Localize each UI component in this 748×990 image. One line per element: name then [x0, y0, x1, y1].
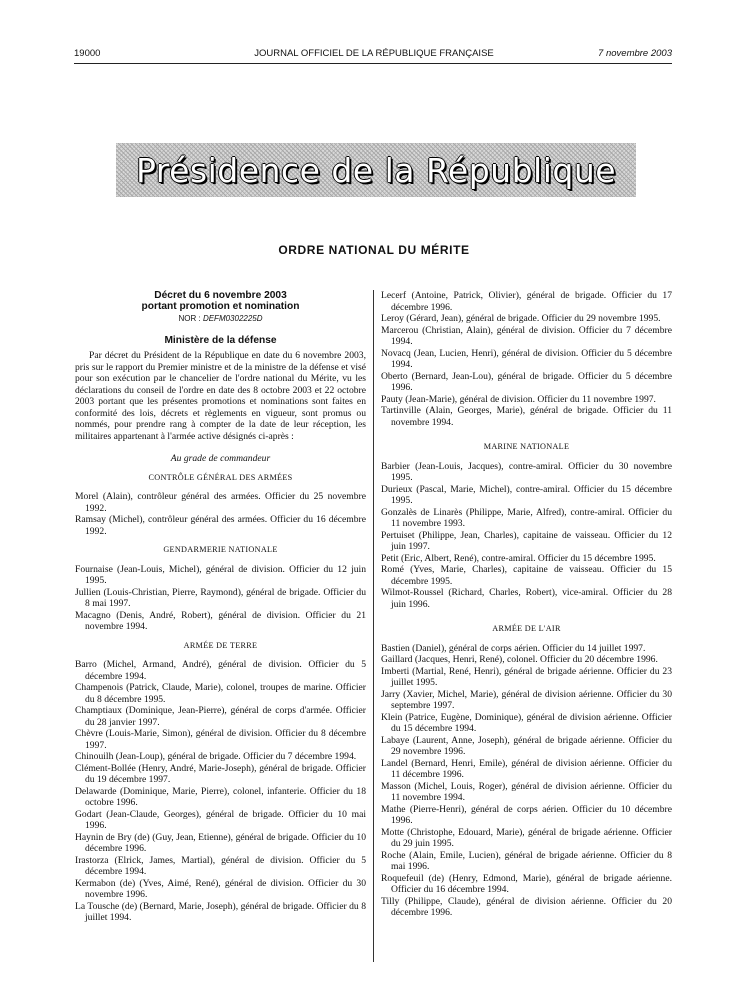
- list-item: Champenois (Patrick, Claude, Marie), colonel, troupes de marine. Officier du 8 décembre 1995.: [75, 682, 366, 705]
- list-item: Marcerou (Christian, Alain), général de division. Officier du 7 décembre 1994.: [381, 324, 672, 347]
- order-title: ORDRE NATIONAL DU MÉRITE: [278, 243, 470, 257]
- header-rule: [74, 63, 672, 64]
- list-item: Oberto (Bernard, Jean-Lou), général de brigade. Officier du 5 décembre 1996.: [381, 370, 672, 393]
- list-item: Tilly (Philippe, Claude), général de division aérienne. Officier du 20 décembre 1996.: [381, 895, 672, 918]
- list-item: Mathe (Pierre-Henri), général de corps aérien. Officier du 10 décembre 1996.: [381, 803, 672, 826]
- list-item: Champtiaux (Dominique, Jean-Pierre), général de corps d'armée. Officier du 28 janvier 1997.: [75, 705, 366, 728]
- list-item: Motte (Christophe, Edouard, Marie), général de brigade aérienne. Officier du 29 juin 1995.: [381, 826, 672, 849]
- list-item: Clément-Bollée (Henry, André, Marie-Joseph), général de brigade. Officier du 19 décembre 1997.: [75, 762, 366, 785]
- list-item: Roche (Alain, Emile, Lucien), général de brigade aérienne. Officier du 8 mai 1996.: [381, 849, 672, 872]
- section-title: ARMÉE DE L'AIR: [492, 624, 561, 633]
- list-item: Barro (Michel, Armand, André), général de division. Officier du 5 décembre 1994.: [75, 659, 366, 682]
- list-item: Bastien (Daniel), général de corps aérien. Officier du 14 juillet 1997.: [381, 642, 646, 654]
- left-sections: [75, 472, 366, 924]
- list-item: Leroy (Gérard, Jean), général de brigade. Officier du 29 novembre 1995.: [381, 313, 661, 324]
- list-item: Chèvre (Louis-Marie, Simon), général de division. Officier du 8 décembre 1997.: [75, 728, 366, 751]
- list-item: Romé (Yves, Marie, Charles), capitaine de vaisseau. Officier du 15 décembre 1995.: [381, 564, 672, 587]
- decree-title: [75, 290, 366, 312]
- banner-title: Présidence de la République: [135, 150, 617, 190]
- grade-heading: Au grade de commandeur: [170, 453, 271, 464]
- right-column: [381, 290, 672, 919]
- list-item: Durieux (Pascal, Marie, Michel), contre-amiral. Officier du 15 décembre 1995.: [381, 483, 672, 506]
- list-item: Morel (Alain), contrôleur général des armées. Officier du 25 novembre 1992.: [75, 491, 366, 514]
- right-sections: [381, 290, 672, 919]
- nor-reference: [75, 313, 366, 325]
- list-item: Klein (Patrice, Eugène, Dominique), général de division aérienne. Officier du 15 décembre 1994.: [381, 711, 672, 734]
- list-item: Irastorza (Elrick, James, Martial), général de division. Officier du 5 décembre 1994.: [75, 854, 366, 877]
- list-item: Lecerf (Antoine, Patrick, Olivier), général de brigade. Officier du 17 décembre 1996.: [381, 290, 672, 313]
- list-item: Jarry (Xavier, Michel, Marie), général de division aérienne. Officier du 30 septembre 1997.: [381, 688, 672, 711]
- list-item: Macagno (Denis, André, Robert), général de division. Officier du 21 novembre 1994.: [75, 609, 366, 632]
- journal-title: JOURNAL OFFICIEL DE LA RÉPUBLIQUE FRANÇAISE: [254, 48, 494, 59]
- list-item: Kermabon (de) (Yves, Aimé, René), général de division. Officier du 30 novembre 1996.: [75, 877, 366, 900]
- section-banner: [116, 143, 636, 197]
- nor-label: NOR :: [178, 314, 201, 323]
- section-title: ARMÉE DE TERRE: [183, 640, 258, 650]
- list-item: Delawarde (Dominique, Marie, Pierre), colonel, infanterie. Officier du 18 octobre 1996.: [75, 785, 366, 808]
- page-number: 19000: [74, 48, 101, 59]
- list-item: Fournaise (Jean-Louis, Michel), général de division. Officier du 12 juin 1995.: [75, 563, 366, 586]
- section-title: MARINE NATIONALE: [483, 442, 570, 451]
- list-item: Chinouilh (Jean-Loup), général de brigade. Officier du 7 décembre 1994.: [75, 751, 357, 762]
- ministry-heading: Ministère de la défense: [164, 334, 277, 346]
- decree-title-line1: Décret du 6 novembre 2003: [154, 290, 287, 301]
- column-divider: [373, 290, 374, 962]
- running-header: [0, 48, 748, 62]
- list-item: Gaillard (Jacques, Henri, René), colonel. Officier du 20 décembre 1996.: [381, 654, 658, 665]
- list-item: Novacq (Jean, Lucien, Henri), général de division. Officier du 5 décembre 1994.: [381, 347, 672, 370]
- list-item: Landel (Bernard, Henri, Emile), général de division aérienne. Officier du 11 décembre 1996.: [381, 757, 672, 780]
- list-item: Petit (Eric, Albert, René), contre-amiral. Officier du 15 décembre 1995.: [381, 552, 656, 564]
- list-item: Pauty (Jean-Marie), général de division. Officier du 11 novembre 1997.: [381, 393, 656, 405]
- decree-intro: Par décret du Président de la République en date du 6 novembre 2003, pris sur le rapport du Premier ministre et de la ministre de la défense et visé pour son exécution par le chancelier de l'ordre national du Mérite, vu les déclarations du conseil de l'ordre en date des 8 octobre 2003 et 22 octobre 2003 portant que les présentes promotions et nominations sont faites en conformité des lois, décrets et règlements en vigueur, sont promus ou nommés, pour prendre rang à compter de la date de leur réception, les militaires appartenant à l'armée active désignés ci-après :: [75, 350, 366, 442]
- list-item: Imberti (Martial, René, Henri), général de brigade aérienne. Officier du 23 juillet 1995.: [381, 665, 672, 688]
- list-item: Roquefeuil (de) (Henry, Edmond, Marie), général de brigade aérienne. Officier du 16 décembre 1994.: [381, 872, 672, 895]
- left-column: [75, 290, 366, 924]
- list-item: Tartinville (Alain, Georges, Marie), général de brigade. Officier du 11 novembre 1994.: [381, 405, 672, 428]
- list-item: Barbier (Jean-Louis, Jacques), contre-amiral. Officier du 30 novembre 1995.: [381, 460, 672, 483]
- list-item: Haynin de Bry (de) (Guy, Jean, Etienne), général de brigade. Officier du 10 décembre 1996.: [75, 831, 366, 854]
- nor-code: DEFM0302225D: [202, 314, 263, 323]
- list-item: La Tousche (de) (Bernard, Marie, Joseph), général de brigade. Officier du 8 juillet 1994.: [75, 900, 366, 923]
- list-item: Pertuiset (Philippe, Jean, Charles), capitaine de vaisseau. Officier du 12 juin 1997.: [381, 529, 672, 552]
- section-title: GENDARMERIE NATIONALE: [163, 545, 278, 554]
- list-item: Ramsay (Michel), contrôleur général des armées. Officier du 16 décembre 1992.: [75, 514, 366, 537]
- list-item: Jullien (Louis-Christian, Pierre, Raymond), général de brigade. Officier du 8 mai 1997.: [75, 586, 366, 609]
- decree-title-line2: portant promotion et nomination: [141, 301, 300, 312]
- list-item: Masson (Michel, Louis, Roger), général de division aérienne. Officier du 11 novembre 1994.: [381, 780, 672, 803]
- issue-date: 7 novembre 2003: [598, 48, 672, 59]
- list-item: Gonzalès de Linarès (Philippe, Marie, Alfred), contre-amiral. Officier du 11 novembre 1993.: [381, 506, 672, 529]
- list-item: Labaye (Laurent, Anne, Joseph), général de brigade aérienne. Officier du 29 novembre 1996.: [381, 734, 672, 757]
- section-title: CONTRÔLE GÉNÉRAL DES ARMÉES: [148, 472, 293, 482]
- list-item: Wilmot-Roussel (Richard, Charles, Robert), vice-amiral. Officier du 28 juin 1996.: [381, 587, 672, 610]
- list-item: Godart (Jean-Claude, Georges), général de brigade. Officier du 10 mai 1996.: [75, 808, 366, 831]
